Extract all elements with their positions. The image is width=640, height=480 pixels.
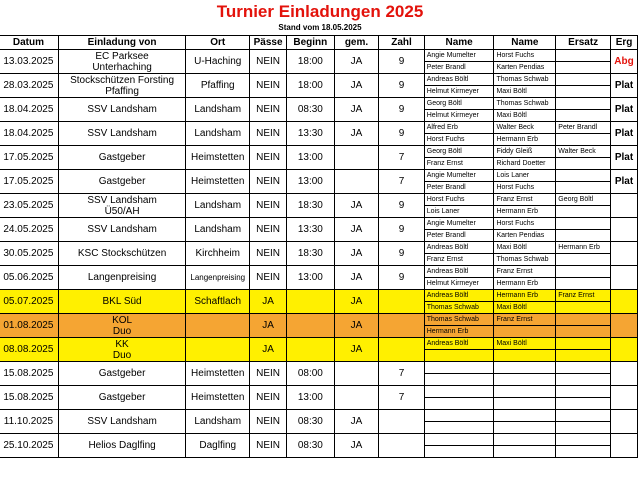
cell-zahl — [379, 434, 424, 458]
cell-ort — [186, 314, 250, 338]
cell-zahl: 7 — [379, 362, 424, 386]
header-row — [0, 36, 638, 50]
cell-name1: Peter Brandl — [424, 182, 494, 194]
cell-datum: 13.03.2025 — [0, 50, 58, 74]
cell-einladung — [58, 362, 186, 386]
header-name1: Name — [424, 36, 494, 50]
header-paesse: Pässe — [250, 36, 287, 50]
cell-name1: Horst Fuchs — [424, 194, 494, 206]
cell-erg: Plat — [611, 98, 638, 122]
cell-gem: JA — [334, 290, 379, 314]
cell-name1: Horst Fuchs — [424, 134, 494, 146]
stand-date: Stand vom 18.05.2025 — [278, 23, 362, 32]
cell-ersatz — [556, 386, 611, 398]
cell-name1: Hermann Erb — [424, 326, 494, 338]
cell-name1: Peter Brandl — [424, 62, 494, 74]
cell-name2 — [494, 374, 556, 386]
cell-name2: Hermann Erb — [494, 206, 556, 218]
cell-ersatz: Georg Böltl — [556, 194, 611, 206]
cell-beginn: 18:00 — [286, 50, 334, 74]
cell-name2: Thomas Schwab — [494, 74, 556, 86]
cell-paesse: NEIN — [250, 74, 287, 98]
cell-gem — [334, 362, 379, 386]
cell-einladung — [58, 194, 186, 218]
cell-ersatz — [556, 206, 611, 218]
cell-gem: JA — [334, 314, 379, 338]
cell-paesse: JA — [250, 290, 287, 314]
cell-gem — [334, 170, 379, 194]
cell-einladung — [58, 266, 186, 290]
cell-erg — [611, 194, 638, 218]
cell-name1: Andreas Böltl — [424, 266, 494, 278]
cell-datum: 05.06.2025 — [0, 266, 58, 290]
header-zahl: Zahl — [379, 36, 424, 50]
cell-paesse: JA — [250, 314, 287, 338]
cell-name2 — [494, 350, 556, 362]
cell-einladung — [58, 290, 186, 314]
einladung-line1: Gastgeber — [98, 176, 146, 187]
cell-paesse: NEIN — [250, 386, 287, 410]
cell-erg — [611, 314, 638, 338]
einladung-line1: KOL — [112, 314, 133, 326]
cell-paesse: NEIN — [250, 218, 287, 242]
cell-gem: JA — [334, 194, 379, 218]
einladung-line1: Gastgeber — [98, 392, 146, 403]
einladung-line1: SSV Landsham — [87, 128, 157, 139]
cell-name1: Angie Mumelter — [424, 170, 494, 182]
cell-erg: Plat — [611, 122, 638, 146]
cell-ersatz — [556, 374, 611, 386]
cell-beginn — [286, 314, 334, 338]
cell-name2: Maxi Böltl — [494, 110, 556, 122]
cell-ersatz — [556, 314, 611, 326]
cell-ersatz — [556, 410, 611, 422]
cell-beginn: 13:00 — [286, 146, 334, 170]
cell-beginn: 08:00 — [286, 362, 334, 386]
cell-ort: Daglfing — [186, 434, 250, 458]
cell-name2 — [494, 398, 556, 410]
cell-zahl: 9 — [379, 50, 424, 74]
cell-gem — [334, 386, 379, 410]
cell-datum: 18.04.2025 — [0, 98, 58, 122]
cell-beginn: 13:30 — [286, 122, 334, 146]
table-row — [0, 98, 638, 110]
cell-ersatz — [556, 62, 611, 74]
header-ersatz: Ersatz — [556, 36, 611, 50]
tournament-table — [0, 35, 638, 458]
einladung-line1: Langenpreising — [87, 272, 157, 283]
cell-gem: JA — [334, 74, 379, 98]
cell-gem: JA — [334, 338, 379, 362]
cell-paesse: NEIN — [250, 434, 287, 458]
cell-name2: Lois Laner — [494, 170, 556, 182]
cell-name1 — [424, 374, 494, 386]
cell-einladung — [58, 98, 186, 122]
table-row — [0, 242, 638, 254]
cell-ersatz — [556, 278, 611, 290]
cell-ersatz — [556, 74, 611, 86]
cell-ersatz — [556, 230, 611, 242]
cell-name2: Richard Doetter — [494, 158, 556, 170]
cell-einladung — [58, 170, 186, 194]
table-row — [0, 434, 638, 446]
cell-zahl: 9 — [379, 194, 424, 218]
cell-ersatz — [556, 86, 611, 98]
cell-name2 — [494, 326, 556, 338]
cell-name2: Thomas Schwab — [494, 98, 556, 110]
table-row — [0, 50, 638, 62]
cell-name2: Franz Ernst — [494, 266, 556, 278]
cell-einladung — [58, 386, 186, 410]
einladung-line1: Gastgeber — [98, 368, 146, 379]
cell-erg — [611, 290, 638, 314]
cell-erg — [611, 410, 638, 434]
cell-erg: Abg — [611, 50, 638, 74]
cell-erg — [611, 434, 638, 458]
header-erg: Erg — [611, 36, 638, 50]
cell-ersatz — [556, 110, 611, 122]
cell-name2: Hermann Erb — [494, 278, 556, 290]
einladung-line2: Duo — [112, 349, 132, 361]
cell-datum: 11.10.2025 — [0, 410, 58, 434]
einladung-line2: Pfaffing — [105, 85, 139, 97]
cell-gem: JA — [334, 122, 379, 146]
cell-name2: Karten Pendias — [494, 62, 556, 74]
cell-name1: Alfred Erb — [424, 122, 494, 134]
cell-paesse: NEIN — [250, 362, 287, 386]
cell-ort: Pfaffing — [186, 74, 250, 98]
cell-name1: Peter Brandl — [424, 230, 494, 242]
cell-name2 — [494, 434, 556, 446]
cell-ersatz — [556, 182, 611, 194]
cell-ort: Kirchheim — [186, 242, 250, 266]
cell-name1: Franz Ernst — [424, 158, 494, 170]
cell-erg — [611, 362, 638, 386]
cell-name1: Helmut Kirmeyer — [424, 110, 494, 122]
cell-einladung — [58, 434, 186, 458]
cell-name2 — [494, 410, 556, 422]
cell-datum: 23.05.2025 — [0, 194, 58, 218]
einladung-line1: Helios Daglfing — [88, 440, 156, 451]
cell-beginn: 08:30 — [286, 410, 334, 434]
cell-ort: Langenpreising — [186, 266, 250, 290]
cell-name1: Andreas Böltl — [424, 290, 494, 302]
cell-beginn: 18:30 — [286, 242, 334, 266]
cell-name1: Helmut Kirmeyer — [424, 86, 494, 98]
cell-name2: Maxi Böltl — [494, 302, 556, 314]
cell-zahl — [379, 290, 424, 314]
cell-beginn: 18:30 — [286, 194, 334, 218]
cell-gem: JA — [334, 50, 379, 74]
cell-erg: Plat — [611, 170, 638, 194]
cell-ort — [186, 338, 250, 362]
cell-name1: Andreas Böltl — [424, 242, 494, 254]
cell-datum: 01.08.2025 — [0, 314, 58, 338]
cell-paesse: NEIN — [250, 410, 287, 434]
cell-name2 — [494, 446, 556, 458]
cell-ersatz — [556, 326, 611, 338]
cell-datum: 24.05.2025 — [0, 218, 58, 242]
cell-einladung — [58, 218, 186, 242]
cell-erg — [611, 386, 638, 410]
table-row — [0, 122, 638, 134]
cell-zahl — [379, 314, 424, 338]
header-einladung: Einladung von — [58, 36, 186, 50]
cell-name2: Karten Pendias — [494, 230, 556, 242]
table-row — [0, 146, 638, 158]
cell-ersatz: Franz Ernst — [556, 290, 611, 302]
cell-einladung — [58, 410, 186, 434]
header-name2: Name — [494, 36, 556, 50]
cell-einladung — [58, 50, 186, 74]
cell-name1: Andreas Böltl — [424, 74, 494, 86]
einladung-line1: SSV Landsham — [87, 104, 157, 115]
cell-paesse: NEIN — [250, 122, 287, 146]
cell-paesse: NEIN — [250, 170, 287, 194]
cell-name2 — [494, 386, 556, 398]
cell-zahl: 7 — [379, 146, 424, 170]
page-title: Turnier Einladungen 2025 — [216, 2, 424, 21]
einladung-line2: Unterhaching — [92, 61, 152, 73]
einladung-line1: KSC Stockschützen — [77, 248, 167, 259]
einladung-line1: SSV Landsham — [87, 224, 157, 235]
table-row — [0, 194, 638, 206]
cell-name2: Maxi Böltl — [494, 242, 556, 254]
cell-beginn: 13:00 — [286, 266, 334, 290]
cell-gem: JA — [334, 410, 379, 434]
cell-einladung — [58, 242, 186, 266]
einladung-line1: KK — [115, 338, 129, 350]
cell-name2 — [494, 422, 556, 434]
cell-beginn: 13:30 — [286, 218, 334, 242]
cell-name2: Horst Fuchs — [494, 50, 556, 62]
table-row — [0, 338, 638, 350]
cell-paesse: NEIN — [250, 194, 287, 218]
cell-datum: 17.05.2025 — [0, 146, 58, 170]
cell-name2: Franz Ernst — [494, 314, 556, 326]
cell-name2: Hermann Erb — [494, 290, 556, 302]
cell-erg: Plat — [611, 74, 638, 98]
cell-beginn: 13:00 — [286, 386, 334, 410]
cell-name1 — [424, 398, 494, 410]
cell-ort: Heimstetten — [186, 170, 250, 194]
cell-paesse: NEIN — [250, 242, 287, 266]
header-gem: gem. — [334, 36, 379, 50]
cell-datum: 15.08.2025 — [0, 362, 58, 386]
header-datum: Datum — [0, 36, 58, 50]
cell-name1 — [424, 422, 494, 434]
cell-gem: JA — [334, 434, 379, 458]
cell-zahl — [379, 338, 424, 362]
einladung-line1: Stockschützen Forsting — [70, 74, 175, 86]
cell-name1 — [424, 350, 494, 362]
cell-ort: Landsham — [186, 194, 250, 218]
cell-ersatz — [556, 350, 611, 362]
cell-datum: 28.03.2025 — [0, 74, 58, 98]
cell-beginn: 08:30 — [286, 98, 334, 122]
cell-einladung — [58, 74, 186, 98]
cell-ort: Landsham — [186, 98, 250, 122]
cell-ersatz — [556, 170, 611, 182]
cell-gem: JA — [334, 242, 379, 266]
cell-beginn — [286, 338, 334, 362]
cell-ort: Heimstetten — [186, 386, 250, 410]
cell-ersatz — [556, 422, 611, 434]
header-ort: Ort — [186, 36, 250, 50]
cell-name2: Franz Ernst — [494, 194, 556, 206]
cell-datum: 25.10.2025 — [0, 434, 58, 458]
cell-beginn — [286, 290, 334, 314]
cell-zahl: 9 — [379, 266, 424, 290]
cell-ersatz — [556, 50, 611, 62]
cell-einladung — [58, 314, 186, 338]
cell-name2: Walter Beck — [494, 122, 556, 134]
cell-ort: Landsham — [186, 410, 250, 434]
einladung-line1: Gastgeber — [98, 152, 146, 163]
cell-ersatz — [556, 266, 611, 278]
cell-ersatz — [556, 302, 611, 314]
cell-name2: Maxi Böltl — [494, 86, 556, 98]
cell-zahl: 9 — [379, 122, 424, 146]
cell-datum: 15.08.2025 — [0, 386, 58, 410]
cell-name2: Thomas Schwab — [494, 254, 556, 266]
cell-datum: 08.08.2025 — [0, 338, 58, 362]
einladung-line1: BKL Süd — [102, 296, 142, 307]
cell-name2: Fiddy Gleiß — [494, 146, 556, 158]
cell-name1: Georg Böltl — [424, 98, 494, 110]
cell-zahl: 9 — [379, 242, 424, 266]
cell-name1: Angie Mumelter — [424, 218, 494, 230]
cell-ort: Schaftlach — [186, 290, 250, 314]
einladung-line1: SSV Landsham — [87, 194, 157, 206]
cell-zahl: 7 — [379, 386, 424, 410]
cell-name1: Thomas Schwab — [424, 302, 494, 314]
cell-name1: Georg Böltl — [424, 146, 494, 158]
cell-name2: Horst Fuchs — [494, 182, 556, 194]
cell-name1: Lois Laner — [424, 206, 494, 218]
cell-paesse: NEIN — [250, 146, 287, 170]
cell-ersatz: Peter Brandl — [556, 122, 611, 134]
table-row — [0, 218, 638, 230]
cell-erg — [611, 242, 638, 266]
cell-ersatz — [556, 434, 611, 446]
cell-name1 — [424, 386, 494, 398]
cell-name1 — [424, 434, 494, 446]
cell-einladung — [58, 146, 186, 170]
cell-einladung — [58, 338, 186, 362]
cell-datum: 17.05.2025 — [0, 170, 58, 194]
cell-zahl: 7 — [379, 170, 424, 194]
cell-ersatz — [556, 218, 611, 230]
header-beginn: Beginn — [286, 36, 334, 50]
cell-zahl: 9 — [379, 218, 424, 242]
einladung-line2: Duo — [112, 325, 132, 337]
einladung-line2: Ü50/AH — [104, 205, 140, 217]
cell-erg: Plat — [611, 146, 638, 170]
cell-zahl — [379, 410, 424, 434]
cell-name1: Thomas Schwab — [424, 314, 494, 326]
cell-ersatz — [556, 158, 611, 170]
einladung-line1: SSV Landsham — [87, 416, 157, 427]
cell-zahl: 9 — [379, 98, 424, 122]
cell-name2: Maxi Böltl — [494, 338, 556, 350]
cell-erg — [611, 266, 638, 290]
cell-gem: JA — [334, 98, 379, 122]
table-row — [0, 386, 638, 398]
table-row — [0, 410, 638, 422]
cell-ersatz — [556, 338, 611, 350]
cell-gem — [334, 146, 379, 170]
cell-paesse: NEIN — [250, 266, 287, 290]
cell-ort: Landsham — [186, 218, 250, 242]
cell-ort: U-Haching — [186, 50, 250, 74]
cell-name2: Hermann Erb — [494, 134, 556, 146]
cell-ersatz: Walter Beck — [556, 146, 611, 158]
table-row — [0, 74, 638, 86]
cell-name2: Horst Fuchs — [494, 218, 556, 230]
cell-paesse: NEIN — [250, 50, 287, 74]
cell-ersatz — [556, 446, 611, 458]
cell-einladung — [58, 122, 186, 146]
table-row — [0, 170, 638, 182]
cell-datum: 30.05.2025 — [0, 242, 58, 266]
cell-gem: JA — [334, 266, 379, 290]
cell-name2 — [494, 362, 556, 374]
cell-datum: 05.07.2025 — [0, 290, 58, 314]
cell-name1: Andreas Böltl — [424, 338, 494, 350]
cell-zahl: 9 — [379, 74, 424, 98]
cell-name1: Angie Mumelter — [424, 50, 494, 62]
table-row — [0, 266, 638, 278]
cell-datum: 18.04.2025 — [0, 122, 58, 146]
einladung-line1: EC Parksee — [95, 50, 149, 62]
cell-name1: Franz Ernst — [424, 254, 494, 266]
cell-erg — [611, 338, 638, 362]
cell-ersatz — [556, 98, 611, 110]
cell-ersatz — [556, 362, 611, 374]
cell-erg — [611, 218, 638, 242]
cell-ort: Heimstetten — [186, 362, 250, 386]
cell-gem: JA — [334, 218, 379, 242]
cell-ersatz — [556, 398, 611, 410]
cell-ersatz: Hermann Erb — [556, 242, 611, 254]
cell-paesse: NEIN — [250, 98, 287, 122]
cell-name1 — [424, 410, 494, 422]
cell-beginn: 08:30 — [286, 434, 334, 458]
cell-ersatz — [556, 254, 611, 266]
cell-ersatz — [556, 134, 611, 146]
table-row — [0, 362, 638, 374]
cell-beginn: 13:00 — [286, 170, 334, 194]
cell-name1 — [424, 446, 494, 458]
cell-name1: Helmut Kirmeyer — [424, 278, 494, 290]
table-row — [0, 290, 638, 302]
cell-beginn: 18:00 — [286, 74, 334, 98]
cell-name1 — [424, 362, 494, 374]
cell-ort: Heimstetten — [186, 146, 250, 170]
table-row — [0, 314, 638, 326]
cell-paesse: JA — [250, 338, 287, 362]
cell-ort: Landsham — [186, 122, 250, 146]
